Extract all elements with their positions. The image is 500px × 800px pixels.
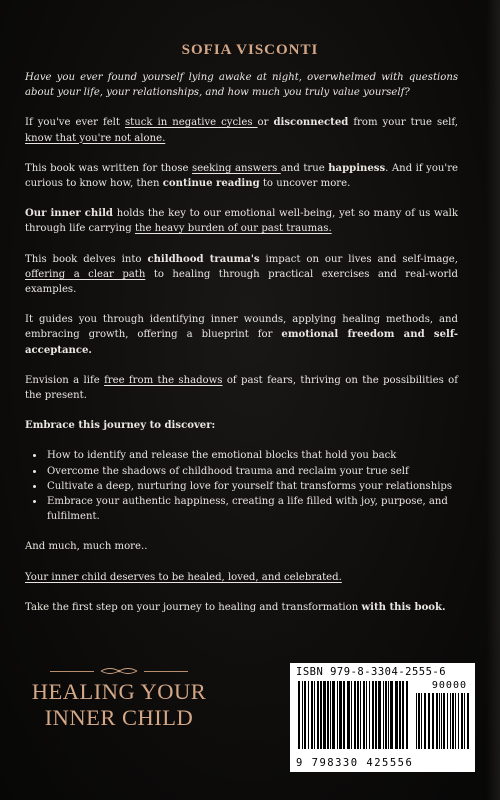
isbn-text: ISBN 979-8-3304-2555-6 xyxy=(296,666,447,678)
paragraph-2: This book was written for those seeking answers and true happiness. And if you're curious to know how, then continue reading to uncover more. xyxy=(25,162,459,190)
paragraph-4: This book delves into childhood trauma's impact on our lives and self-image, offering a clear path to healing through practical exercises and real-world examples. xyxy=(25,253,458,296)
list-item: • How to identify and release the emotional blocks that hold you back xyxy=(45,448,458,463)
list-item: • Overcome the shadows of childhood trauma and reclaim your true self xyxy=(45,464,458,479)
logo-line-1: HEALING YOUR xyxy=(31,679,207,704)
barcode-icon xyxy=(298,681,469,749)
author-name: SOFIA VISCONTI xyxy=(181,42,319,58)
spine-edge xyxy=(486,0,500,800)
discover-heading: Embrace this journey to discover: xyxy=(25,420,216,432)
final-line: Take the first step on your journey to healing and transformation with this book. xyxy=(25,601,446,613)
paragraph-1: If you've ever felt stuck in negative cycles or disconnected from your true self, know that you're not alone. xyxy=(25,117,458,144)
list-item: • Embrace your authentic happiness, creating a life filled with joy, purpose, and fulfilment. xyxy=(45,494,458,524)
isbn-barcode xyxy=(290,663,475,772)
logo-line-2: INNER CHILD xyxy=(44,705,194,730)
paragraph-5: It guides you through identifying inner wounds, applying healing methods, and embracing growth, offering a blueprint for emotional freedom and self-acceptance. xyxy=(25,314,459,356)
list-item: • Cultivate a deep, nurturing love for yourself that transforms your relationships xyxy=(45,479,458,494)
intro-question: Have you ever found yourself lying awake at night, overwhelmed with questions about your life, your relationships, and how much you truly value yourself? xyxy=(25,72,458,99)
ean-digits: 9 798330 425556 xyxy=(296,757,414,769)
addon-code: 90000 xyxy=(431,680,467,691)
paragraph-6: Envision a life free from the shadows of past fears, thriving on the possibilities of the present. xyxy=(25,374,458,402)
ornament-icon xyxy=(24,664,214,678)
paragraph-3: Our inner child holds the key to our emotional well-being, yet so many of us walk through life carrying the heavy burden of our past traumas. xyxy=(25,208,458,235)
series-logo xyxy=(24,664,214,730)
much-more: And much, much more.. xyxy=(25,541,148,553)
blurb xyxy=(25,70,458,630)
discover-list xyxy=(25,448,458,524)
deserves-line: Your inner child deserves to be healed, loved, and celebrated. xyxy=(25,571,342,583)
